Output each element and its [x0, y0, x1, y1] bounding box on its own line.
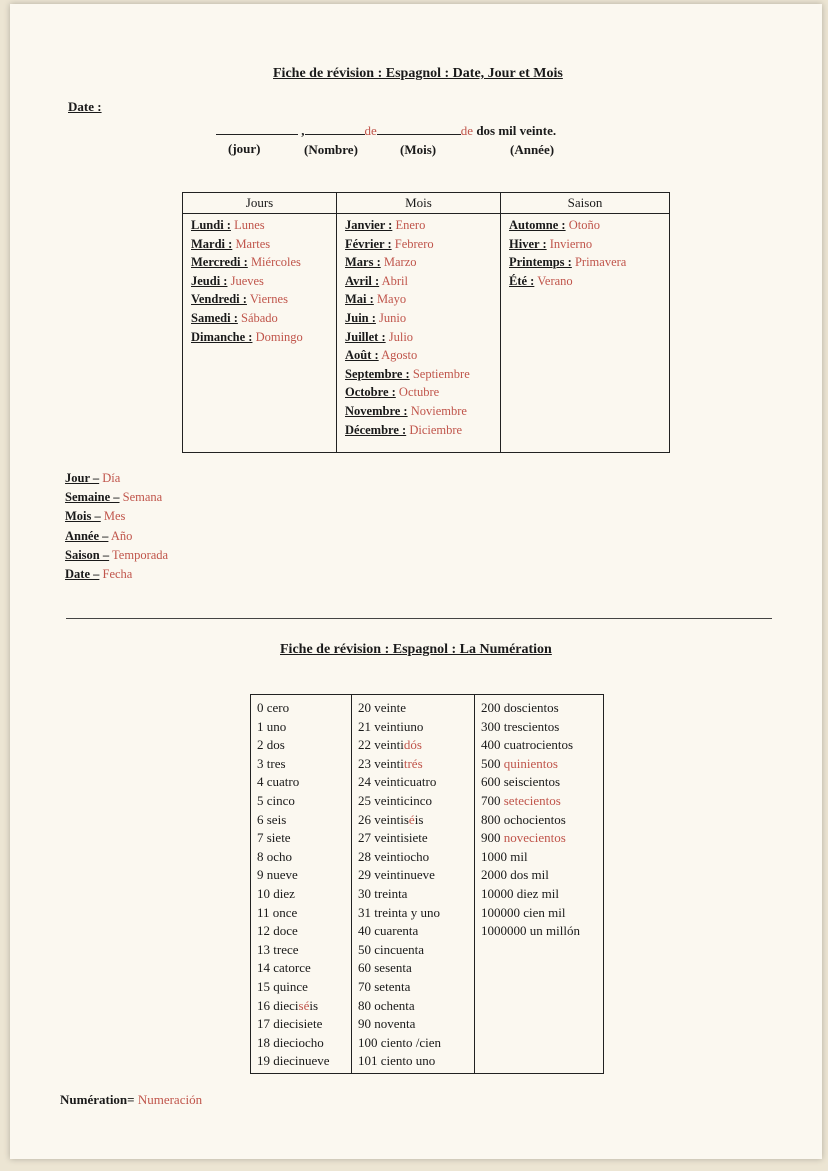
list-item: Mai : Mayo	[345, 292, 407, 307]
caption-annee: (Année)	[510, 142, 555, 157]
list-item: 600 seiscientos	[481, 774, 561, 790]
list-item: 17 diecisiete	[257, 1016, 323, 1032]
list-item: Mardi : Martes	[191, 236, 271, 251]
list-item: Semaine – Semana	[65, 490, 163, 505]
list-item: 11 once	[257, 904, 298, 920]
list-item: Dimanche : Domingo	[191, 329, 303, 344]
list-item: Saison – Temporada	[65, 547, 169, 562]
list-item: Jeudi : Jueves	[191, 273, 264, 288]
list-item: 13 trece	[257, 941, 299, 957]
date-fill-line	[216, 122, 556, 139]
caption-mois: (Mois)	[400, 142, 437, 157]
list-item: 60 sesenta	[358, 960, 412, 976]
list-item: 29 veintinueve	[358, 867, 435, 883]
list-item: Jour – Día	[65, 471, 121, 485]
footer-label: Numération=	[60, 1092, 135, 1107]
list-item: 7 siete	[257, 830, 291, 846]
list-item: 27 veintisiete	[358, 830, 428, 846]
list-item: 30 treinta	[358, 885, 408, 901]
footer-numeration	[60, 1092, 202, 1108]
list-item: Avril : Abril	[345, 273, 408, 288]
numbers-col-3	[475, 695, 604, 1074]
list-item: 0 cero	[257, 700, 290, 715]
section-divider	[66, 618, 772, 619]
blank-mois[interactable]	[377, 122, 461, 135]
list-item: 700 setecientos	[481, 792, 561, 808]
list-item: 900 novecientos	[481, 830, 566, 846]
list-item: Hiver : Invierno	[509, 236, 593, 251]
mois-cell	[337, 214, 501, 453]
list-item: 10 diez	[257, 885, 295, 901]
list-item: 2000 dos mil	[481, 867, 549, 883]
list-item: Mois – Mes	[65, 509, 126, 524]
list-item: 90 noventa	[358, 1016, 416, 1032]
list-item: Printemps : Primavera	[509, 255, 627, 270]
footer-value: Numeración	[137, 1092, 203, 1107]
saison-cell	[501, 214, 670, 453]
list-item: 300 trescientos	[481, 718, 560, 734]
list-item: Janvier : Enero	[345, 218, 426, 232]
list-item: 22 veintidós	[358, 737, 422, 753]
list-item: 70 setenta	[358, 978, 411, 994]
header-jours: Jours	[183, 193, 337, 214]
caption-nombre: (Nombre)	[304, 142, 358, 157]
list-item: 101 ciento uno	[358, 1053, 436, 1069]
vocab-table	[182, 192, 670, 453]
blank-nombre[interactable]	[305, 122, 365, 135]
list-item: 16 dieciséis	[257, 997, 319, 1013]
list-item: 20 veinte	[358, 700, 407, 715]
jours-cell	[183, 214, 337, 453]
numbers-table	[250, 694, 604, 1074]
list-item: 10000 diez mil	[481, 885, 559, 901]
worksheet-page	[10, 4, 822, 1159]
list-item: 18 dieciocho	[257, 1034, 324, 1050]
list-item: Décembre : Diciembre	[345, 422, 463, 437]
list-item: Novembre : Noviembre	[345, 403, 467, 418]
list-item: 40 cuarenta	[358, 923, 419, 939]
list-item: 15 quince	[257, 978, 308, 994]
list-item: 31 treinta y uno	[358, 904, 440, 920]
date-tail: dos mil veinte.	[476, 123, 557, 138]
list-item: 100000 cien mil	[481, 904, 566, 920]
list-item: Février : Febrero	[345, 236, 434, 251]
list-item: 1 uno	[257, 718, 287, 734]
comma: ,	[301, 123, 305, 138]
list-item: Juin : Junio	[345, 310, 407, 325]
list-item: 14 catorce	[257, 960, 311, 976]
list-item: 2 dos	[257, 737, 285, 753]
list-item: 21 veintiuno	[358, 718, 424, 734]
list-item: 26 veintiséis	[358, 811, 424, 827]
header-mois: Mois	[337, 193, 501, 214]
numbers-col-1	[251, 695, 352, 1074]
list-item: Juillet : Julio	[345, 329, 414, 344]
de-1: de	[364, 123, 377, 138]
list-item: 800 ochocientos	[481, 811, 566, 827]
section1-title: Fiche de révision : Espagnol : Date, Jour et Mois	[273, 66, 563, 81]
caption-jour: (jour)	[228, 141, 261, 156]
de-2: de	[460, 123, 474, 138]
header-saison: Saison	[501, 193, 670, 214]
list-item: Septembre : Septiembre	[345, 366, 470, 381]
list-item: Année – Año	[65, 528, 133, 543]
list-item: 3 tres	[257, 755, 286, 771]
list-item: 100 ciento /cien	[358, 1034, 442, 1050]
list-item: 80 ochenta	[358, 997, 415, 1013]
list-item: 23 veintitrés	[358, 755, 423, 771]
list-item: 4 cuatro	[257, 774, 300, 790]
list-item: 8 ocho	[257, 848, 293, 864]
section2-title: Fiche de révision : Espagnol : La Numération	[280, 642, 552, 657]
list-item: 50 cincuenta	[358, 941, 425, 957]
vocab-list	[65, 469, 168, 584]
list-item: Automne : Otoño	[509, 218, 600, 232]
list-item: 9 nueve	[257, 867, 298, 883]
list-item: 19 diecinueve	[257, 1053, 330, 1069]
numbers-col-2	[352, 695, 475, 1074]
list-item: 200 doscientos	[481, 700, 559, 715]
list-item: Lundi : Lunes	[191, 218, 265, 232]
list-item: 500 quinientos	[481, 755, 558, 771]
list-item: 400 cuatrocientos	[481, 737, 574, 753]
list-item: 6 seis	[257, 811, 287, 827]
blank-jour[interactable]	[216, 122, 298, 135]
list-item: 25 veinticinco	[358, 792, 433, 808]
list-item: Vendredi : Viernes	[191, 292, 288, 307]
list-item: Mars : Marzo	[345, 255, 417, 270]
list-item: 28 veintiocho	[358, 848, 430, 864]
list-item: 1000000 un millón	[481, 923, 580, 939]
list-item: Date – Fecha	[65, 567, 133, 582]
list-item: 24 veinticuatro	[358, 774, 437, 790]
list-item: Mercredi : Miércoles	[191, 255, 301, 270]
list-item: 1000 mil	[481, 848, 528, 864]
list-item: Été : Verano	[509, 273, 573, 288]
list-item: 12 doce	[257, 923, 298, 939]
list-item: Samedi : Sábado	[191, 310, 278, 325]
list-item: 5 cinco	[257, 792, 295, 808]
list-item: Août : Agosto	[345, 348, 418, 363]
date-label: Date :	[68, 99, 102, 114]
list-item: Octobre : Octubre	[345, 385, 440, 400]
